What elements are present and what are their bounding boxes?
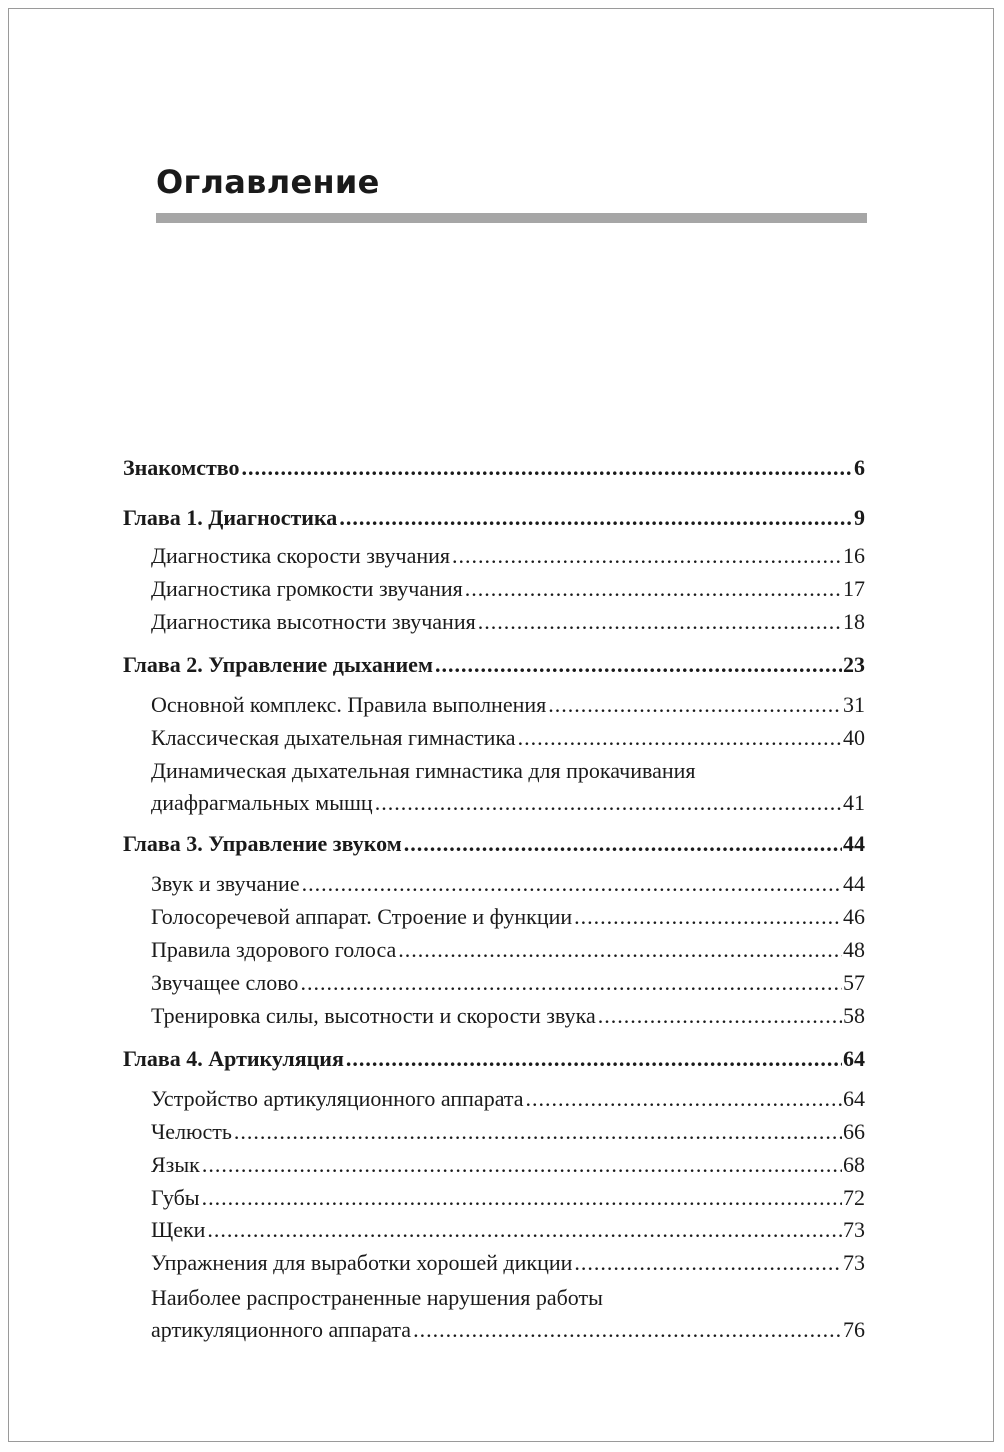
toc-entry-title: Голосоречевой аппарат. Строение и функции bbox=[151, 904, 573, 929]
toc-page-number: 41 bbox=[843, 790, 865, 815]
toc-page-number: 6 bbox=[854, 455, 865, 480]
toc-page-number: 17 bbox=[843, 576, 865, 601]
toc-entry-title: Звучащее слово bbox=[151, 970, 299, 995]
toc-entry-title: Основной комплекс. Правила выполнения bbox=[151, 692, 547, 717]
toc-section[interactable] bbox=[151, 606, 865, 638]
toc-entry-title: Язык bbox=[151, 1152, 200, 1177]
toc-page-number: 48 bbox=[843, 937, 865, 962]
toc-section[interactable] bbox=[151, 1149, 865, 1181]
toc-page-number: 31 bbox=[843, 692, 865, 717]
heading-rule bbox=[156, 213, 867, 223]
dot-leader bbox=[339, 502, 853, 534]
toc-entry-title: Глава 4. Артикуляция bbox=[123, 1046, 344, 1071]
toc-page-number: 76 bbox=[843, 1317, 865, 1342]
dot-leader bbox=[202, 1182, 842, 1214]
toc-page-number: 72 bbox=[843, 1185, 865, 1210]
dot-leader bbox=[202, 1149, 842, 1181]
toc-section[interactable] bbox=[151, 540, 865, 572]
toc-page-number: 16 bbox=[843, 543, 865, 568]
dot-leader bbox=[300, 967, 842, 999]
toc-entry-title: Классическая дыхательная гимнастика bbox=[151, 725, 516, 750]
toc-page-number: 44 bbox=[843, 871, 865, 896]
toc-section[interactable] bbox=[151, 573, 865, 605]
dot-leader bbox=[242, 452, 853, 484]
dot-leader bbox=[346, 1043, 842, 1075]
page-title: Оглавление bbox=[156, 163, 380, 201]
toc-entry-title: Знакомство bbox=[123, 455, 240, 480]
toc-section[interactable] bbox=[151, 1116, 865, 1148]
dot-leader bbox=[526, 1083, 842, 1115]
toc-page-number: 73 bbox=[843, 1250, 865, 1275]
dot-leader bbox=[404, 828, 842, 860]
toc-entry-title-line1: Динамическая дыхательная гимнастика для прокачивания bbox=[151, 758, 696, 783]
toc-section[interactable] bbox=[151, 755, 865, 819]
toc-entry-title: Глава 2. Управление дыханием bbox=[123, 652, 433, 677]
toc-page-number: 64 bbox=[843, 1086, 865, 1111]
dot-leader bbox=[518, 722, 842, 754]
toc-section[interactable] bbox=[151, 934, 865, 966]
toc-chapter[interactable] bbox=[123, 1043, 865, 1075]
dot-leader bbox=[398, 934, 842, 966]
toc-page-number: 46 bbox=[843, 904, 865, 929]
toc-entry-title: Правила здорового голоса bbox=[151, 937, 397, 962]
toc-page-number: 57 bbox=[843, 970, 865, 995]
toc-chapter[interactable] bbox=[123, 502, 865, 534]
toc-page-number: 68 bbox=[843, 1152, 865, 1177]
toc-chapter[interactable] bbox=[123, 649, 865, 681]
toc-chapter[interactable] bbox=[123, 828, 865, 860]
toc-section[interactable] bbox=[151, 967, 865, 999]
toc-section[interactable] bbox=[151, 1247, 865, 1279]
dot-leader bbox=[302, 868, 842, 900]
toc-entry-title-line1: Наиболее распространенные нарушения работы bbox=[151, 1285, 603, 1310]
dot-leader bbox=[435, 649, 842, 681]
toc-entry-title: Челюсть bbox=[151, 1119, 232, 1144]
toc-entry-title: Глава 3. Управление звуком bbox=[123, 831, 402, 856]
toc-entry-title: Щеки bbox=[151, 1217, 206, 1242]
dot-leader bbox=[574, 1247, 842, 1279]
toc-entry-title: Устройство артикуляционного аппарата bbox=[151, 1086, 524, 1111]
dot-leader bbox=[234, 1116, 842, 1148]
toc-page-number: 44 bbox=[843, 831, 865, 856]
toc-section[interactable] bbox=[151, 1083, 865, 1115]
toc-page-number: 58 bbox=[843, 1003, 865, 1028]
dot-leader bbox=[478, 606, 842, 638]
toc-entry-title: Звук и звучание bbox=[151, 871, 300, 896]
toc-page-number: 66 bbox=[843, 1119, 865, 1144]
dot-leader bbox=[207, 1214, 842, 1246]
toc-section[interactable] bbox=[151, 689, 865, 721]
toc-entry-title: Диагностика громкости звучания bbox=[151, 576, 463, 601]
toc-page-number: 9 bbox=[854, 505, 865, 530]
toc-section[interactable] bbox=[151, 722, 865, 754]
dot-leader bbox=[574, 901, 842, 933]
toc-page-number: 18 bbox=[843, 609, 865, 634]
toc-entry-title: Тренировка силы, высотности и скорости звука bbox=[151, 1003, 596, 1028]
dot-leader bbox=[413, 1314, 842, 1346]
toc-entry-title: Глава 1. Диагностика bbox=[123, 505, 338, 530]
toc-entry-title: Упражнения для выработки хорошей дикции bbox=[151, 1250, 573, 1275]
dot-leader bbox=[465, 573, 842, 605]
toc-section[interactable] bbox=[151, 1182, 865, 1214]
toc-section[interactable] bbox=[151, 1282, 865, 1346]
toc-section[interactable] bbox=[151, 901, 865, 933]
toc-entry-title: Диагностика высотности звучания bbox=[151, 609, 476, 634]
dot-leader bbox=[375, 787, 842, 819]
dot-leader bbox=[452, 540, 842, 572]
toc-entry-title: Диагностика скорости звучания bbox=[151, 543, 451, 568]
toc-page-number: 64 bbox=[843, 1046, 865, 1071]
toc-entry-title: диафрагмальных мышц bbox=[151, 790, 373, 815]
dot-leader bbox=[598, 1000, 842, 1032]
toc-section[interactable] bbox=[151, 868, 865, 900]
toc-section[interactable] bbox=[151, 1214, 865, 1246]
toc-entry-title: Губы bbox=[151, 1185, 200, 1210]
toc-entry-title: артикуляционного аппарата bbox=[151, 1317, 412, 1342]
toc-section[interactable] bbox=[151, 1000, 865, 1032]
toc-chapter[interactable] bbox=[123, 452, 865, 484]
toc-page-number: 23 bbox=[843, 652, 865, 677]
toc-page-number: 73 bbox=[843, 1217, 865, 1242]
toc-page-number: 40 bbox=[843, 725, 865, 750]
dot-leader bbox=[548, 689, 842, 721]
